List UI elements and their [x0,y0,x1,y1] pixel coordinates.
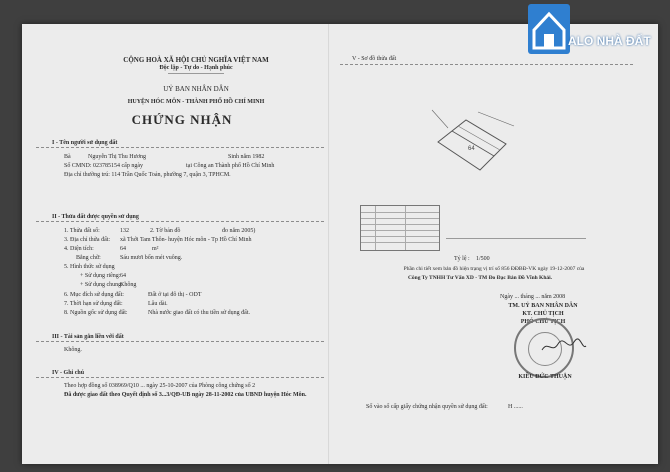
authority: UỶ BAN NHÂN DÂN [163,85,229,93]
origin-label: 8. Nguồn gốc sử dụng đất: [64,310,128,316]
owner-prefix: Bà [64,154,71,160]
id-number: Số CMND: 023785154 cấp ngày [64,163,143,169]
attached-assets: Không. [64,347,82,353]
owner-name: Nguyễn Thị Thu Hương [88,154,147,160]
section-5-title: V - Sơ đồ thửa đất [352,56,397,62]
usage-form-label: 5. Hình thức sử dụng [64,264,115,270]
private-use-label: + Sử dụng riêng: [80,273,121,279]
area-words: Sáu mươi bốn mét vuông. [120,255,183,261]
parcel-map [428,100,518,180]
coordinate-table [360,205,440,251]
signature-icon [540,336,588,356]
signer-name: KIỀU ĐỨC THUẬN [518,374,572,380]
motto: Độc lập - Tự do - Hạnh phúc [159,65,233,71]
sign-authority: TM. UỶ BAN NHÂN DÂN [508,303,578,309]
sign-position: KT. CHỦ TỊCH [522,311,564,317]
origin: Nhà nước giao đất có thu tiền sử dụng đất. [148,310,250,316]
parcel-number-label: 1. Thửa đất số: [64,228,100,234]
watermark [528,4,668,58]
section-3-title: III - Tài sản gắn liền với đất [52,334,124,340]
scale-label: Tỷ lệ : [454,256,470,262]
area-label: 4. Diện tích: [64,246,94,252]
term: Lâu dài. [148,301,168,307]
shared-use-label: + Sử dụng chung: [80,282,123,288]
svg-text:64: 64 [468,146,475,152]
registration-number: H ...... [508,404,523,410]
section-4-title: IV - Ghi chú [52,370,85,376]
purpose-label: 6. Mục đích sử dụng đất: [64,292,124,298]
house-logo-icon [528,4,570,54]
id-place: tại Công an Thành phố Hồ Chí Minh [186,163,275,169]
map-sheet: đo năm 2005) [222,228,256,234]
shared-use: Không [120,282,137,288]
term-label: 7. Thời hạn sử dụng đất: [64,301,123,307]
map-sheet-label: 2. Tờ bản đồ [150,228,181,234]
issue-date: Ngày ... tháng ... năm 2008 [500,294,566,300]
private-use: 64 [120,273,126,279]
section-1-title: I - Tên người sử dụng đất [52,140,118,146]
area-words-label: Bằng chữ: [76,255,101,261]
map-source-1: Phần chi tiết xem bản đồ hiện trạng vị trí số 856 ĐĐBĐ-VK ngày 19-12-2007 của [403,266,585,272]
sign-title: PHÓ CHỦ TỊCH [520,319,566,325]
purpose: Đất ở tại đô thị - ODT [148,292,202,298]
section-2-title: II - Thửa đất được quyền sử dụng [52,214,139,220]
document-title: CHỨNG NHẬN [131,112,233,127]
note-line-2: Đã được giao đất theo Quyết định số 3...3/QĐ-UB ngày 28-11-2002 của UBND huyện Hóc Môn. [64,392,307,398]
note-line-1: Theo hợp đồng số 038969/Q10 ... ngày 25-10-2007 của Phòng công chứng số 2 [64,383,256,389]
parcel-number: 132 [120,228,129,234]
district: HUYỆN HÓC MÔN - THÀNH PHỐ HỒ CHÍ MINH [127,99,265,105]
registration-label: Số vào sổ cấp giấy chứng nhận quyền sử dụng đất: [366,404,488,410]
scale-value: 1/500 [476,256,490,262]
area-unit: m² [152,246,159,252]
page-fold [328,24,330,464]
parcel-address: xã Thới Tam Thôn- huyện Hóc môn - Tp Hồ Chí Minh [120,237,252,243]
owner-address: Địa chỉ thường trú: 114 Trần Quốc Toản, phường 7, quận 3, TPHCM. [64,172,231,178]
national-title: CỘNG HOÀ XÃ HỘI CHỦ NGHĨA VIỆT NAM [123,56,269,64]
parcel-address-label: 3. Địa chỉ thửa đất: [64,237,111,243]
owner-birth: Sinh năm 1982 [228,154,265,160]
area-value: 64 [120,246,126,252]
watermark-brand: ALO NHÀ ĐẤT [568,34,651,48]
map-source-2: Công Ty TNHH Tư Vấn XD - TM Đo Đạc Bản Đồ Vĩnh Khải. [407,275,553,281]
